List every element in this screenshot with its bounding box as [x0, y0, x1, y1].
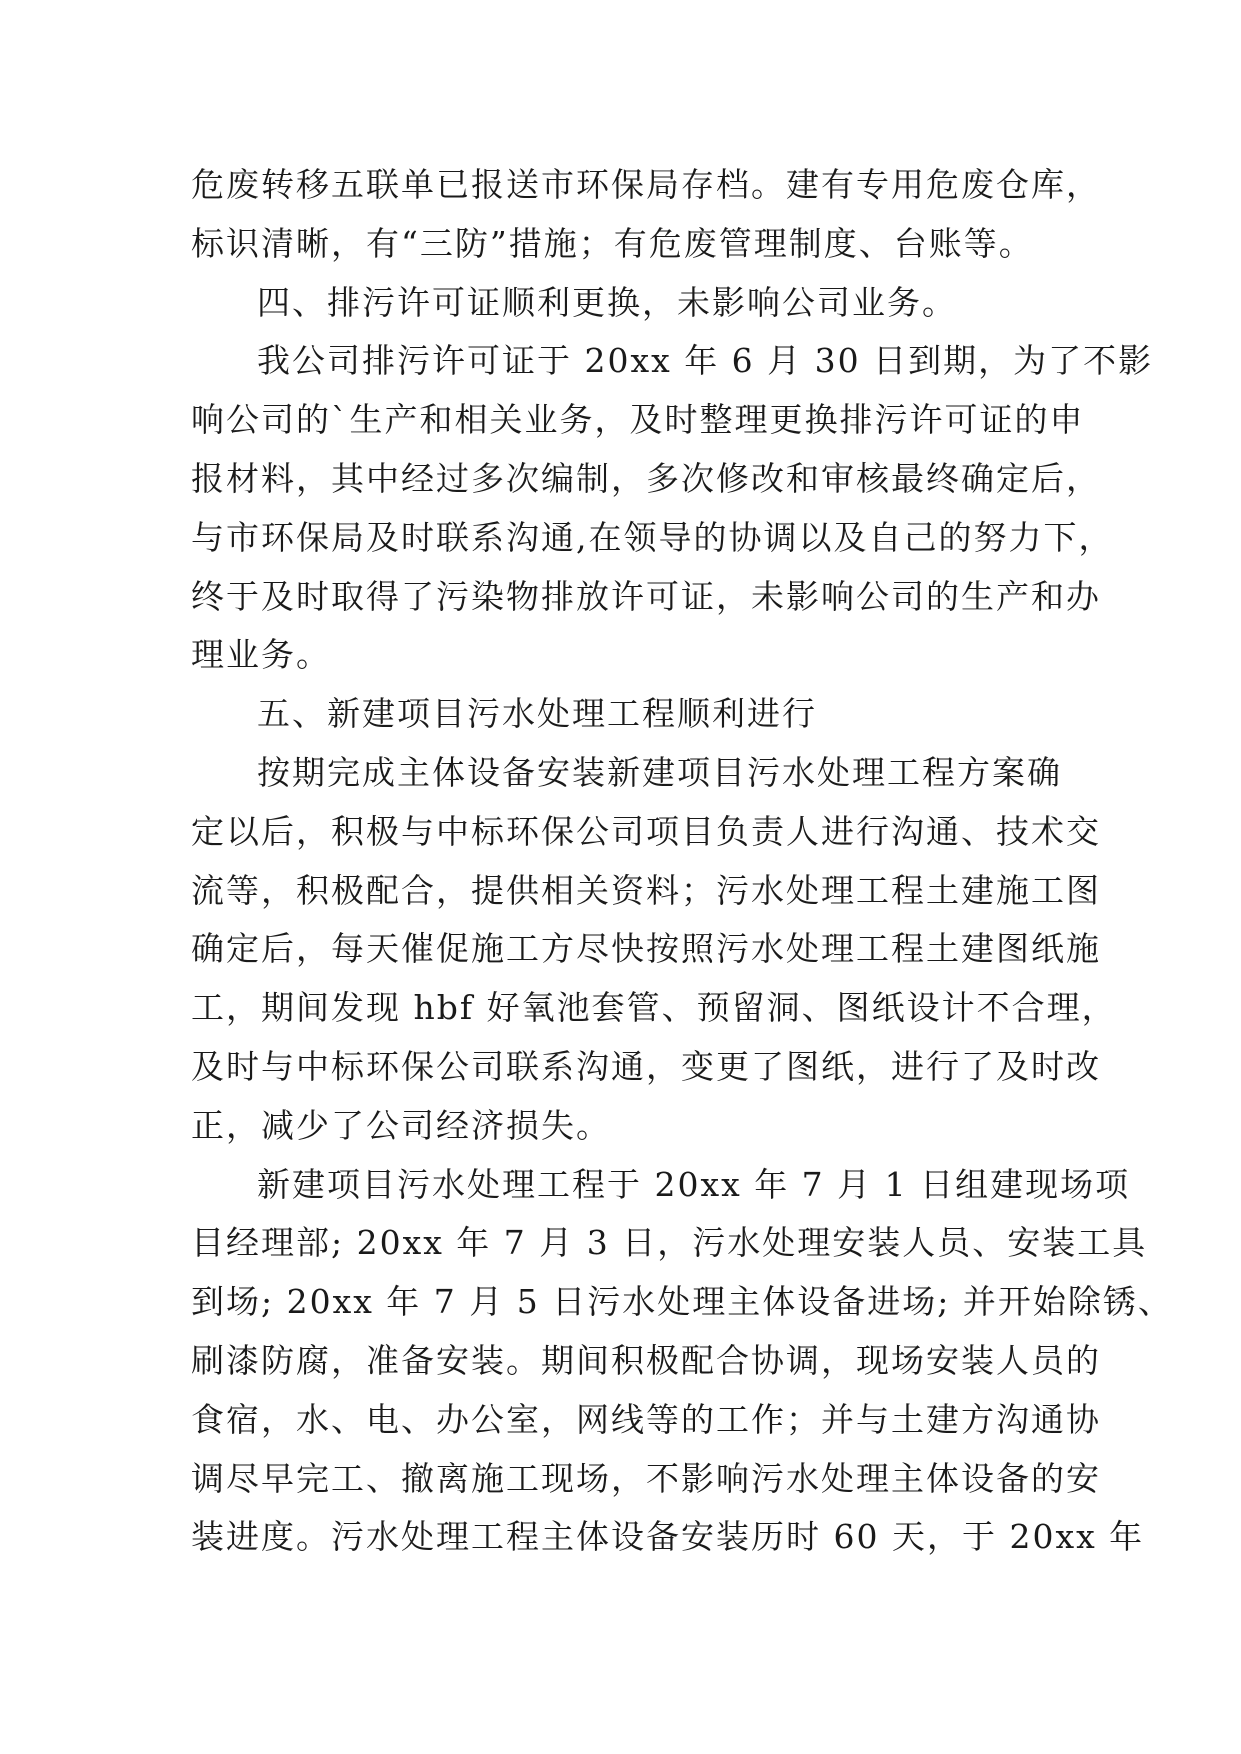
text-line: 正，减少了公司经济损失。	[191, 1105, 611, 1145]
text-line: 与市环保局及时联系沟通,在领导的协调以及自己的努力下，	[191, 517, 1114, 557]
text-line: 报材料，其中经过多次编制，多次修改和审核最终确定后，	[191, 458, 1101, 498]
text-line: 工，期间发现 hbf 好氧池套管、预留洞、图纸设计不合理，	[191, 988, 1117, 1028]
text-line: 响公司的`生产和相关业务，及时整理更换排污许可证的申	[191, 400, 1085, 440]
text-line: 及时与中标环保公司联系沟通，变更了图纸，进行了及时改	[191, 1046, 1101, 1086]
paragraph-start: 我公司排污许可证于 20xx 年 6 月 30 日到期，为了不影	[257, 341, 1154, 381]
document-body	[191, 156, 1173, 1567]
text-line: 终于及时取得了污染物排放许可证，未影响公司的生产和办	[191, 576, 1101, 616]
text-line: 装进度。污水处理工程主体设备安装历时 60 天，于 20xx 年	[191, 1517, 1145, 1557]
text-line: 标识清晰，有“三防”措施；有危废管理制度、台账等。	[191, 223, 1034, 263]
text-line: 到场; 20xx 年 7 月 5 日污水处理主体设备进场; 并开始除锈、	[191, 1282, 1173, 1322]
paragraph-start: 新建项目污水处理工程于 20xx 年 7 月 1 日组建现场项	[257, 1164, 1131, 1204]
paragraph-start: 按期完成主体设备安装新建项目污水处理工程方案确	[257, 752, 1062, 792]
text-line: 确定后，每天催促施工方尽快按照污水处理工程土建图纸施	[191, 929, 1101, 969]
text-line: 食宿，水、电、办公室，网线等的工作；并与土建方沟通协	[191, 1399, 1101, 1439]
text-line: 调尽早完工、撤离施工现场，不影响污水处理主体设备的安	[191, 1458, 1101, 1498]
text-line: 目经理部; 20xx 年 7 月 3 日，污水处理安装人员、安装工具	[191, 1223, 1148, 1263]
text-line: 刷漆防腐，准备安装。期间积极配合协调，现场安装人员的	[191, 1340, 1101, 1380]
text-line: 流等，积极配合，提供相关资料；污水处理工程土建施工图	[191, 870, 1101, 910]
section-heading-5: 五、新建项目污水处理工程顺利进行	[257, 694, 817, 734]
text-line: 定以后，积极与中标环保公司项目负责人进行沟通、技术交	[191, 811, 1101, 851]
text-line: 危废转移五联单已报送市环保局存档。建有专用危废仓库，	[191, 165, 1101, 204]
text-line: 理业务。	[191, 635, 331, 675]
section-heading-4: 四、排污许可证顺利更换，未影响公司业务。	[257, 282, 957, 322]
